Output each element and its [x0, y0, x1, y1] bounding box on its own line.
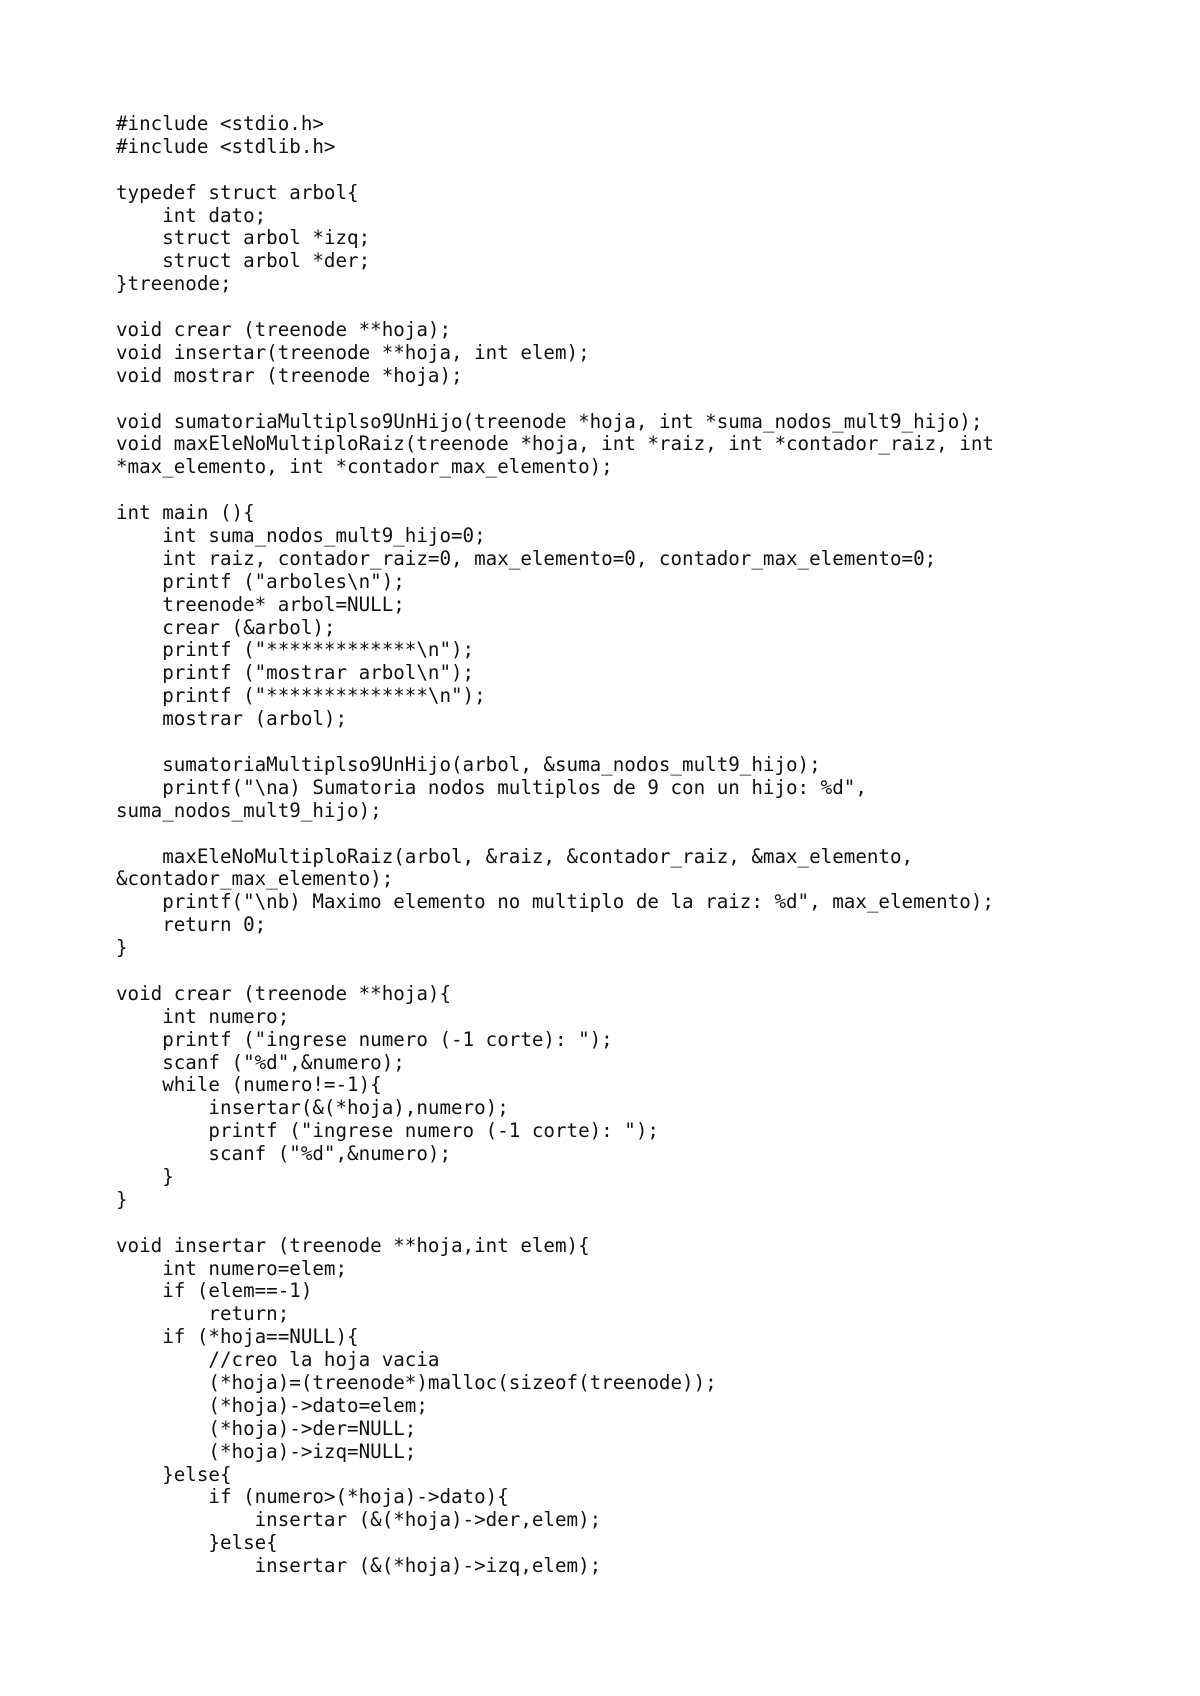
code-line: }treenode;	[116, 272, 232, 296]
code-line: int numero;	[116, 1004, 290, 1028]
code-line	[116, 960, 1176, 983]
code-line: int dato;	[116, 203, 267, 227]
code-line: int suma_nodos_mult9_hijo=0;	[116, 524, 486, 548]
code-line: printf ("mostrar arbol\n");	[116, 661, 475, 685]
code-line: void crear (treenode **hoja){	[116, 981, 452, 1005]
code-line: void maxEleNoMultiploRaiz(treenode *hoja, int *raiz, int *contador_raiz, int	[116, 432, 994, 456]
code-line: printf ("**************\n");	[116, 684, 486, 708]
code-line: (*hoja)=(treenode*)malloc(sizeof(treenode));	[116, 1370, 717, 1394]
code-line: }	[116, 1164, 174, 1188]
code-line	[116, 823, 1176, 846]
code-line: }	[116, 1187, 128, 1211]
code-line	[116, 388, 1176, 411]
code-line: #include <stdio.h>	[116, 112, 324, 135]
code-line: *max_elemento, int *contador_max_elemento);	[116, 455, 613, 479]
code-line: void mostrar (treenode *hoja);	[116, 363, 463, 387]
code-line: mostrar (arbol);	[116, 707, 348, 731]
code-line: int main (){	[116, 501, 255, 525]
code-line: printf ("*************\n");	[116, 638, 475, 662]
code-line: #include <stdlib.h>	[116, 134, 336, 158]
code-line: }	[116, 936, 128, 960]
code-line: while (numero!=-1){	[116, 1073, 382, 1097]
code-line: struct arbol *izq;	[116, 226, 371, 250]
code-line: void sumatoriaMultiplso9UnHijo(treenode *hoja, int *suma_nodos_mult9_hijo);	[116, 409, 983, 433]
code-line: sumatoriaMultiplso9UnHijo(arbol, &suma_nodos_mult9_hijo);	[116, 752, 821, 776]
code-line: int raiz, contador_raiz=0, max_elemento=0, contador_max_elemento=0;	[116, 546, 937, 570]
code-line: void crear (treenode **hoja);	[116, 318, 452, 342]
code-line	[116, 159, 1176, 182]
code-line: if (numero>(*hoja)->dato){	[116, 1485, 509, 1509]
code-line: printf ("ingrese numero (-1 corte): ");	[116, 1119, 659, 1143]
code-line: &contador_max_elemento);	[116, 867, 394, 891]
code-line: (*hoja)->izq=NULL;	[116, 1439, 417, 1463]
code-line: insertar(&(*hoja),numero);	[116, 1096, 509, 1120]
code-line: }else{	[116, 1531, 278, 1555]
code-line: (*hoja)->dato=elem;	[116, 1393, 428, 1417]
code-line: treenode* arbol=NULL;	[116, 592, 405, 616]
code-line: insertar (&(*hoja)->der,elem);	[116, 1508, 602, 1532]
code-line	[116, 479, 1176, 502]
code-line: if (*hoja==NULL){	[116, 1325, 359, 1349]
code-line: int numero=elem;	[116, 1256, 348, 1280]
code-line: struct arbol *der;	[116, 249, 371, 273]
code-line: printf ("ingrese numero (-1 corte): ");	[116, 1027, 613, 1051]
code-line: //creo la hoja vacia	[116, 1348, 440, 1372]
code-line: printf("\na) Sumatoria nodos multiplos de 9 con un hijo: %d",	[116, 775, 867, 799]
code-line: return 0;	[116, 913, 267, 937]
code-line: if (elem==-1)	[116, 1279, 313, 1303]
code-line	[116, 731, 1176, 754]
code-line: insertar (&(*hoja)->izq,elem);	[116, 1554, 602, 1578]
code-line: crear (&arbol);	[116, 615, 336, 639]
code-line: printf("\nb) Maximo elemento no multiplo de la raiz: %d", max_elemento);	[116, 890, 994, 914]
code-listing	[116, 113, 1176, 1578]
code-line: }else{	[116, 1462, 232, 1486]
code-line: maxEleNoMultiploRaiz(arbol, &raiz, &contador_raiz, &max_elemento,	[116, 844, 914, 868]
code-line: (*hoja)->der=NULL;	[116, 1416, 417, 1440]
code-line: return;	[116, 1302, 290, 1326]
code-line: printf ("arboles\n");	[116, 569, 405, 593]
code-line: void insertar(treenode **hoja, int elem);	[116, 340, 590, 364]
code-line: scanf ("%d",&numero);	[116, 1142, 452, 1166]
code-line	[116, 296, 1176, 319]
code-line	[116, 1212, 1176, 1235]
code-line: typedef struct arbol{	[116, 180, 359, 204]
code-line: suma_nodos_mult9_hijo);	[116, 798, 382, 822]
code-line: scanf ("%d",&numero);	[116, 1050, 405, 1074]
code-line: void insertar (treenode **hoja,int elem){	[116, 1233, 590, 1257]
